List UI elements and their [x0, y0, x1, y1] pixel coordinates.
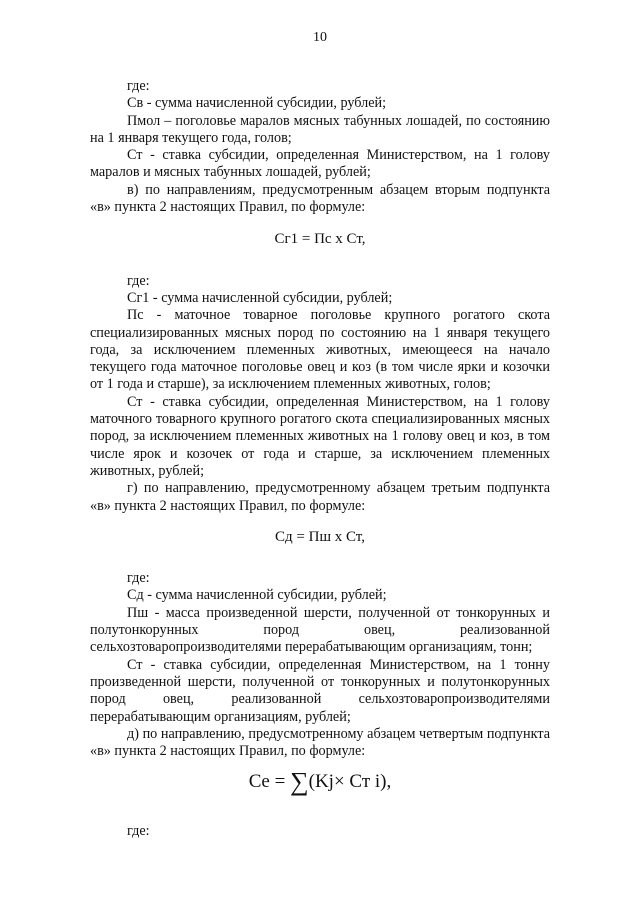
paragraph: Св - сумма начисленной субсидии, рублей;: [127, 95, 387, 112]
paragraph: Ст - ставка субсидии, определенная Министерством, на 1 голову маточного товарного крупного рогатого скота специализированных мясных пород, за исключением племенных животных на 1 голову овец и коз, в том числе ярок и козочек от года и старше, за исключением племенных животных, рублей;: [90, 393, 550, 479]
formula-sd: Сд = Пш х Ст,: [275, 528, 365, 545]
paragraph: г) по направлению, предусмотренному абзацем третьим подпункта «в» пункта 2 настоящих Правил, по формуле:: [90, 480, 550, 514]
paragraph: где:: [127, 570, 150, 587]
paragraph: Пмол – поголовье маралов мясных табунных лошадей, по состоянию на 1 января текущего года, голов;: [90, 112, 550, 146]
paragraph: Пс - маточное товарное поголовье крупного рогатого скота специализированных мясных пород по состоянию на 1 января текущего года, за исключением племенных животных, имеющееся на начало текущего года маточное поголовье овец и коз (в том числе ярки и козочки от 1 года и старше), за исключением племенных животных, голов;: [90, 307, 550, 393]
document-body: [90, 78, 550, 840]
paragraph: Ст - ставка субсидии, определенная Министерством, на 1 голову маралов и мясных табунных лошадей, рублей;: [90, 147, 550, 181]
page-number: 10: [313, 30, 327, 45]
formula-ce-tail: ,: [386, 771, 392, 793]
paragraph: Сд - сумма начисленной субсидии, рублей;: [127, 587, 387, 604]
formula-ce: [90, 760, 550, 822]
sigma-symbol: ∑: [290, 767, 309, 797]
formula-ce-body: (Kj× Ст i): [308, 771, 387, 793]
paragraph: в) по направлениям, предусмотренным абзацем вторым подпункта «в» пункта 2 настоящих Правил, по формуле:: [90, 181, 550, 216]
formula-sg1: Сг1 = Пс х Ст,: [274, 231, 366, 248]
formula-ce-lhs: Ce =: [248, 771, 286, 793]
paragraph: где:: [127, 272, 150, 289]
paragraph: где:: [127, 822, 150, 839]
paragraph: Ст - ставка субсидии, определенная Министерством, на 1 тонну произведенной шерсти, полученной от тонкорунных и полутонкорунных пород овец, реализованной сельхозтоваропроизводителями перерабатывающим организациям, рублей;: [90, 656, 550, 725]
paragraph: где:: [127, 78, 150, 94]
paragraph: д) по направлению, предусмотренному абзацем четвертым подпункта «в» пункта 2 настоящих Правил, по формуле:: [90, 725, 550, 760]
paragraph: Пш - масса произведенной шерсти, полученной от тонкорунных и полутонкорунных пород овец, реализованной сельхозтоваропроизводителями перерабатывающим организациям, тонн;: [90, 604, 550, 656]
paragraph: Сг1 - сумма начисленной субсидии, рублей;: [127, 289, 393, 306]
